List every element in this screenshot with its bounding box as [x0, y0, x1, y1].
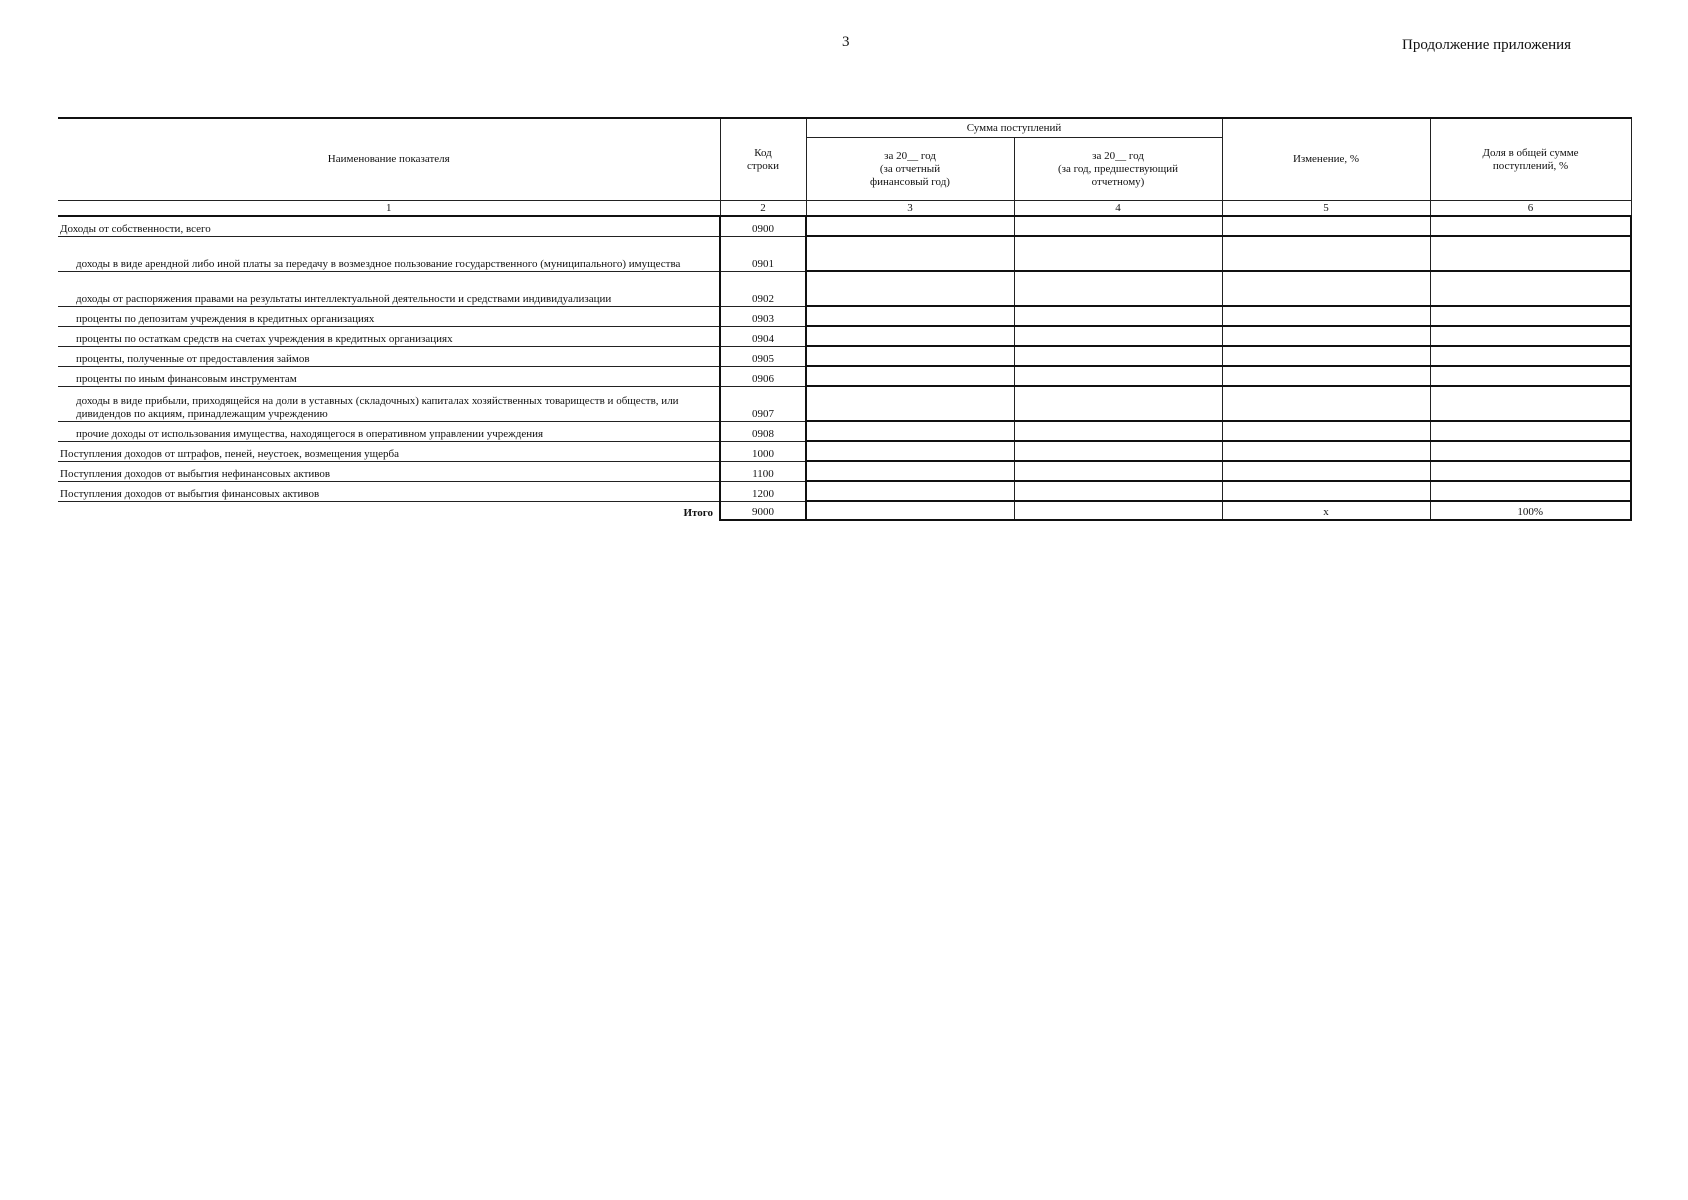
cell-share	[1430, 481, 1631, 501]
cell-share	[1430, 386, 1631, 421]
cell-current	[806, 236, 1014, 271]
cell-share	[1430, 216, 1631, 236]
cell-change	[1222, 326, 1430, 346]
cell-change	[1222, 346, 1430, 366]
table-row	[58, 216, 1631, 236]
row-name: проценты по остаткам средств на счетах учреждения в кредитных организациях	[58, 326, 720, 346]
row-name: доходы от распоряжения правами на результаты интеллектуальной деятельности и средствами индивидуализации	[58, 271, 720, 306]
header-change: Изменение, %	[1222, 118, 1430, 201]
row-name: Поступления доходов от выбытия нефинансовых активов	[58, 461, 720, 481]
cell-current	[806, 461, 1014, 481]
cell-previous	[1014, 306, 1222, 326]
total-previous	[1014, 501, 1222, 520]
cell-change	[1222, 386, 1430, 421]
table-row	[58, 326, 1631, 346]
table-row	[58, 421, 1631, 441]
row-name: Доходы от собственности, всего	[58, 216, 720, 236]
row-code: 1000	[720, 441, 806, 461]
cell-change	[1222, 461, 1430, 481]
cell-current	[806, 386, 1014, 421]
cell-previous	[1014, 216, 1222, 236]
cell-change	[1222, 306, 1430, 326]
cell-change	[1222, 441, 1430, 461]
total-share: 100%	[1430, 501, 1631, 520]
table-row	[58, 271, 1631, 306]
column-number: 5	[1222, 201, 1430, 217]
header-code: Код строки	[720, 118, 806, 201]
table-row	[58, 366, 1631, 386]
row-code: 0908	[720, 421, 806, 441]
header-current-year: за 20__ год (за отчетный финансовый год)	[806, 138, 1014, 201]
cell-previous	[1014, 271, 1222, 306]
cell-change	[1222, 236, 1430, 271]
cell-previous	[1014, 366, 1222, 386]
cell-current	[806, 421, 1014, 441]
row-name: прочие доходы от использования имущества, находящегося в оперативном управлении учреждения	[58, 421, 720, 441]
cell-previous	[1014, 421, 1222, 441]
cell-share	[1430, 346, 1631, 366]
row-code: 0904	[720, 326, 806, 346]
column-number: 3	[806, 201, 1014, 217]
cell-current	[806, 366, 1014, 386]
row-code: 0905	[720, 346, 806, 366]
cell-previous	[1014, 481, 1222, 501]
header-share: Доля в общей сумме поступлений, %	[1430, 118, 1631, 201]
row-name: доходы в виде прибыли, приходящейся на доли в уставных (складочных) капиталах хозяйственных товариществ и обществ, или дивидендов по акциям, принадлежащим учреждению	[58, 386, 720, 421]
cell-previous	[1014, 461, 1222, 481]
header-name: Наименование показателя	[58, 118, 720, 201]
table-row	[58, 346, 1631, 366]
row-name: проценты по иным финансовым инструментам	[58, 366, 720, 386]
cell-share	[1430, 236, 1631, 271]
header-previous-year: за 20__ год (за год, предшествующий отчетному)	[1014, 138, 1222, 201]
cell-current	[806, 326, 1014, 346]
column-number: 4	[1014, 201, 1222, 217]
total-change: x	[1222, 501, 1430, 520]
total-code: 9000	[720, 501, 806, 520]
cell-current	[806, 346, 1014, 366]
row-code: 0900	[720, 216, 806, 236]
total-row	[58, 501, 1631, 520]
cell-change	[1222, 271, 1430, 306]
row-code: 0906	[720, 366, 806, 386]
column-number: 6	[1430, 201, 1631, 217]
continuation-label: Продолжение приложения	[1402, 37, 1572, 53]
cell-share	[1430, 271, 1631, 306]
total-label: Итого	[683, 507, 713, 519]
cell-previous	[1014, 441, 1222, 461]
cell-current	[806, 481, 1014, 501]
cell-share	[1430, 306, 1631, 326]
cell-share	[1430, 366, 1631, 386]
column-number: 1	[58, 201, 720, 217]
cell-share	[1430, 326, 1631, 346]
column-number: 2	[720, 201, 806, 217]
table-row	[58, 461, 1631, 481]
total-current	[806, 501, 1014, 520]
row-name: проценты, полученные от предоставления займов	[58, 346, 720, 366]
table-row	[58, 386, 1631, 421]
header-sum-group: Сумма поступлений	[806, 118, 1222, 138]
page-number: 3	[842, 34, 850, 50]
cell-previous	[1014, 386, 1222, 421]
cell-current	[806, 441, 1014, 461]
table-row	[58, 306, 1631, 326]
row-code: 1200	[720, 481, 806, 501]
cell-previous	[1014, 326, 1222, 346]
cell-change	[1222, 216, 1430, 236]
cell-previous	[1014, 346, 1222, 366]
cell-share	[1430, 441, 1631, 461]
cell-change	[1222, 481, 1430, 501]
row-code: 0903	[720, 306, 806, 326]
cell-share	[1430, 421, 1631, 441]
cell-change	[1222, 421, 1430, 441]
cell-previous	[1014, 236, 1222, 271]
cell-current	[806, 271, 1014, 306]
row-name: доходы в виде арендной либо иной платы за передачу в возмездное пользование государственного (муниципального) имущества	[58, 236, 720, 271]
row-name: Поступления доходов от штрафов, пеней, неустоек, возмещения ущерба	[58, 441, 720, 461]
cell-share	[1430, 461, 1631, 481]
row-name: проценты по депозитам учреждения в кредитных организациях	[58, 306, 720, 326]
revenue-table	[58, 117, 1632, 521]
table-row	[58, 236, 1631, 271]
row-code: 0901	[720, 236, 806, 271]
cell-current	[806, 216, 1014, 236]
row-code: 1100	[720, 461, 806, 481]
cell-current	[806, 306, 1014, 326]
row-code: 0902	[720, 271, 806, 306]
table-row	[58, 481, 1631, 501]
row-code: 0907	[720, 386, 806, 421]
cell-change	[1222, 366, 1430, 386]
table-row	[58, 441, 1631, 461]
row-name: Поступления доходов от выбытия финансовых активов	[58, 481, 720, 501]
